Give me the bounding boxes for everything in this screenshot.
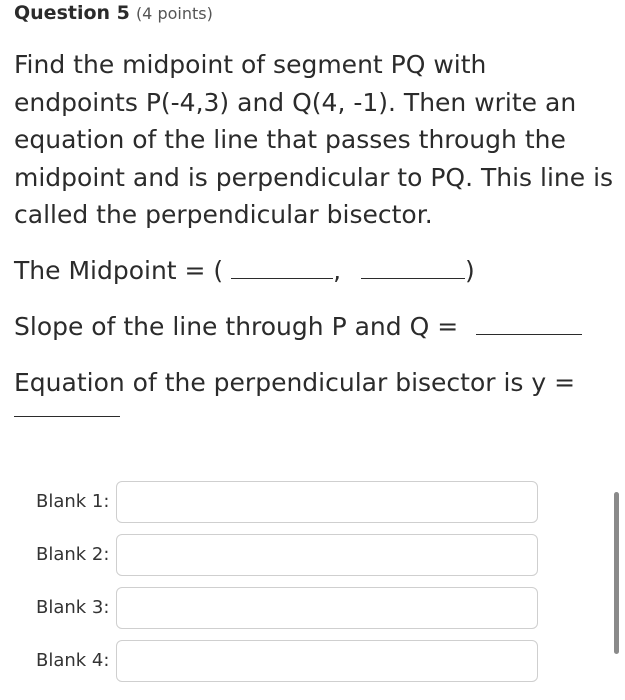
midpoint-comma: ,: [333, 256, 342, 285]
midpoint-x-blank-line: [231, 258, 333, 279]
blank-2-label: Blank 2:: [36, 544, 110, 565]
question-body: Find the midpoint of segment PQ with endpoints P(-4,3) and Q(4, -1). Then write an equation of the line that passes through the midpoint and is perpendicular to PQ. This line is called the perpendicular bisector.: [14, 50, 614, 229]
midpoint-prompt: [14, 252, 475, 290]
blank-4-input[interactable]: [116, 640, 538, 682]
equation-prompt: [14, 364, 575, 402]
slope-prompt-text: Slope of the line through P and Q =: [14, 312, 459, 341]
question-title: Question 5: [14, 2, 130, 24]
question-points: (4 points): [135, 4, 213, 23]
midpoint-y-blank-line: [361, 258, 465, 279]
question-header: [14, 2, 213, 24]
blank-3-input[interactable]: [116, 587, 538, 629]
scrollbar-thumb[interactable]: [614, 492, 619, 654]
equation-blank-line: [14, 416, 120, 417]
equation-prompt-text: Equation of the perpendicular bisector is y =: [14, 368, 576, 397]
blank-3-label: Blank 3:: [36, 597, 110, 618]
midpoint-prefix: The Midpoint = (: [14, 256, 224, 285]
blank-1-label: Blank 1:: [36, 491, 110, 512]
midpoint-suffix: ): [465, 256, 475, 285]
blank-2-input[interactable]: [116, 534, 538, 576]
slope-blank-line: [476, 314, 582, 335]
blank-4-label: Blank 4:: [36, 650, 110, 671]
slope-prompt: [14, 308, 582, 346]
blank-1-input[interactable]: [116, 481, 538, 523]
